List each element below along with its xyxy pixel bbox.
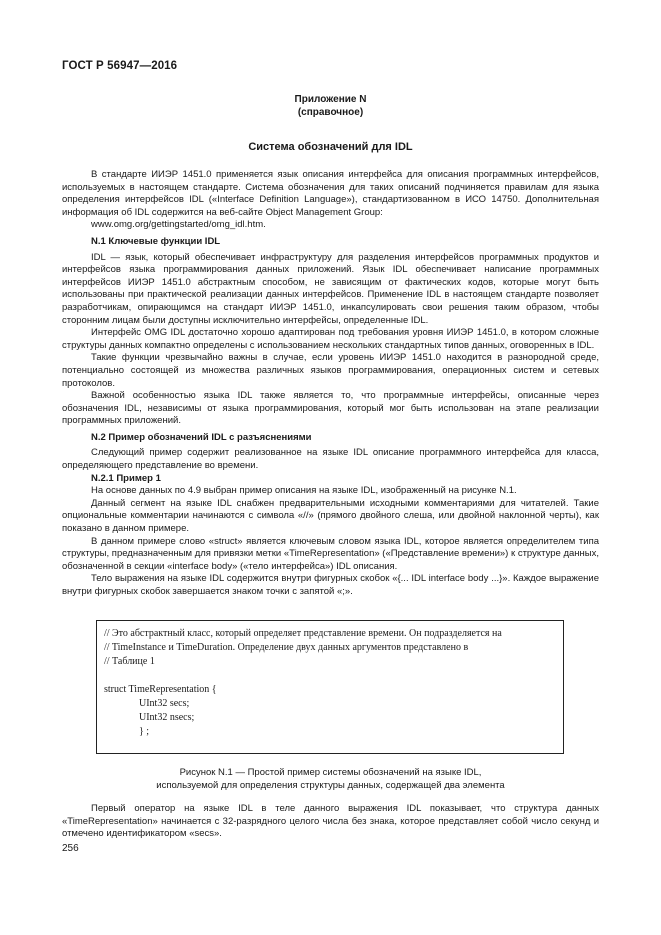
code-line: [104, 669, 555, 683]
figure-caption: [62, 767, 599, 793]
main-text: [62, 169, 599, 599]
annex-type: (справочное): [297, 107, 364, 118]
document-title: Система обозначений для IDL: [248, 141, 413, 153]
n1-paragraph-3: Такие функции чрезвычайно важны в случае, если уровень ИИЭР 1451.0 находится в разнородной среде, потенциально состоящей из множества различных языков программирования, операционных систем и сетевых протоколов.: [62, 352, 599, 389]
figure-caption-line-2: используемой для определения структуры данных, содержащей два элемента: [156, 779, 505, 791]
after-figure-text: [62, 803, 599, 841]
n2-paragraph-2: На основе данных по 4.9 выбран пример описания на языке IDL, изображенный на рисунке N.1.: [91, 485, 517, 497]
figure-caption-line-1: Рисунок N.1 — Простой пример системы обозначений на языке IDL,: [179, 767, 482, 778]
page-number: 256: [62, 843, 79, 854]
section-n21-heading: N.2.1 Пример 1: [91, 472, 161, 484]
n1-paragraph-2: Интерфейс OMG IDL достаточно хорошо адаптирован под требования уровня ИИЭР 1451.0, в котором сложные структуры данных компактно определены с использованием нескольких стандартных типов данных, оговоренных в IDL.: [62, 327, 599, 351]
n2-paragraph-3: Данный сегмент на языке IDL снабжен предварительными исходными комментариями для читателей. Такие опциональные комментарии начинаются с символа «//» (прямого двойного слеша, или двойной наклонной черты), как показано в данном примере.: [62, 497, 599, 535]
section-n2-heading: N.2 Пример обозначений IDL с разъяснениями: [91, 431, 312, 443]
section-n1-heading: N.1 Ключевые функции IDL: [91, 235, 221, 247]
code-line: struct TimeRepresentation {: [104, 684, 217, 695]
n1-paragraph-4: Важной особенностью языка IDL также является то, что программные интерфейсы, описанные через обозначения IDL, независимы от языка программирования, который мог быть использован на этапе реализации программных приложений.: [62, 390, 599, 427]
omg-url: www.omg.org/gettingstarted/omg_idl.htm.: [91, 219, 266, 231]
n2-paragraph-4: В данном примере слово «struct» является ключевым словом языка IDL, которое является определителем типа структуры, предназначенным для привязки метки «TimeRepresentation» («Представление времени») к структуре данных, обозначенной в секции «interface body» («тело интерфейса») IDL описания.: [62, 535, 599, 572]
n1-paragraph-1: IDL — язык, который обеспечивает инфраструктуру для разделения интерфейсов программных продуктов и интерфейсов языка программирования данных приложений. Язык IDL обеспечивает написание программных интерфейсов ИИЭР 1451.0 абстрактным способом, не зависящим от фактических кодов, которые могут быть использованы при практической реализации данных интерфейсов. Применение IDL в настоящем стандарте позволяет разработчикам, опирающимся на стандарт ИИЭР 1451.0, инкапсулировать свои решения таким образом, чтобы сторонним лицам были доступны исключительно интерфейсы, определенные IDL.: [62, 251, 599, 326]
idl-code-figure: [96, 620, 564, 754]
intro-paragraph: В стандарте ИИЭР 1451.0 применяется язык описания интерфейса для описания программных интерфейсов, используемых в настоящем стандарте. Система обозначения для таких описаний подчиняется правилам для языка определения интерфейсов IDL («Interface Definition Language»), стандартизованном в ИСО 14750. Дополнительная информация об IDL содержится на веб-сайте Object Management Group:: [62, 169, 599, 218]
standard-header: ГОСТ Р 56947—2016: [62, 60, 178, 72]
code-line: } ;: [104, 726, 150, 737]
n2-paragraph-5: Тело выражения на языке IDL содержится внутри фигурных скобок «{... IDL interface body ...}». Каждое выражение внутри фигурных скобок завершается знаком точки с запятой «;».: [62, 573, 599, 597]
code-line: // TimeInstance и TimeDuration. Определение двух данных аргументов представлено в: [104, 642, 469, 653]
n2-paragraph-1: Следующий пример содержит реализованное на языке IDL описание программного интерфейса для класса, определяющего представление во времени.: [62, 447, 599, 472]
annex-title: Приложение N: [294, 94, 367, 105]
code-line: // Это абстрактный класс, который определяет представление времени. Он подразделяется на: [104, 628, 502, 639]
code-line: UInt32 secs;: [104, 698, 190, 709]
annex-heading: [62, 93, 599, 119]
after-figure-paragraph: Первый оператор на языке IDL в теле данного выражения IDL показывает, что структура данных «TimeRepresentation» начинается с 32-разрядного целого числа без знака, которое представляет собой число секунд и отмечено идентификатором «secs».: [62, 803, 599, 840]
code-line: // Таблице 1: [104, 656, 155, 667]
code-line: UInt32 nsecs;: [104, 712, 195, 723]
